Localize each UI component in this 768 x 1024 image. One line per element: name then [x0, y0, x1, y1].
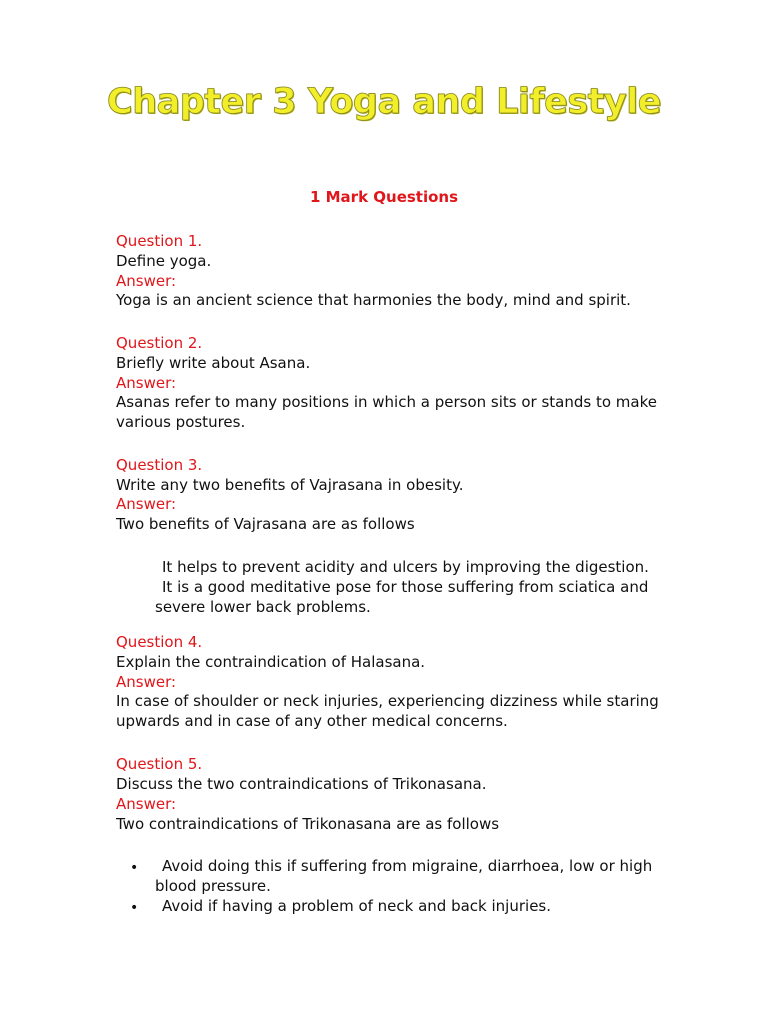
answer-2-text-line-2: various postures.	[116, 413, 246, 431]
question-2-label: Question 2.	[116, 334, 203, 352]
section-title: 1 Mark Questions	[309, 188, 459, 206]
answer-5-bullet-1-line-1: Avoid doing this if suffering from migraine, diarrhoea, low or high	[162, 857, 653, 875]
answer-4-text-line-2: upwards and in case of any other medical concerns.	[116, 712, 508, 730]
question-3-label: Question 3.	[116, 456, 203, 474]
answer-2-label: Answer:	[116, 374, 177, 392]
answer-3-text: Two benefits of Vajrasana are as follows	[116, 515, 415, 533]
question-3-text: Write any two benefits of Vajrasana in obesity.	[116, 476, 464, 494]
answer-4-text-line-1: In case of shoulder or neck injuries, experiencing dizziness while staring	[116, 692, 659, 710]
question-4-label: Question 4.	[116, 633, 203, 651]
question-5-label: Question 5.	[116, 755, 203, 773]
answer-1-text: Yoga is an ancient science that harmonies the body, mind and spirit.	[116, 291, 631, 309]
question-1-text: Define yoga.	[116, 252, 212, 270]
answer-4-label: Answer:	[116, 673, 177, 691]
chapter-title: Chapter 3 Yoga and Lifestyle	[107, 82, 661, 122]
answer-5-text: Two contraindications of Trikonasana are as follows	[116, 815, 500, 833]
question-2-text: Briefly write about Asana.	[116, 354, 311, 372]
question-1-label: Question 1.	[116, 232, 203, 250]
bullet-icon: •	[130, 900, 139, 916]
answer-3-point-1: It helps to prevent acidity and ulcers by improving the digestion.	[162, 558, 649, 576]
answer-5-bullet-2: Avoid if having a problem of neck and back injuries.	[162, 897, 552, 915]
answer-2-text-line-1: Asanas refer to many positions in which a person sits or stands to make	[116, 393, 657, 411]
question-5-text: Discuss the two contraindications of Trikonasana.	[116, 775, 487, 793]
answer-3-label: Answer:	[116, 495, 177, 513]
answer-1-label: Answer:	[116, 272, 177, 290]
bullet-icon: •	[130, 860, 139, 876]
answer-3-point-2-line-1: It is a good meditative pose for those suffering from sciatica and	[162, 578, 649, 596]
answer-3-point-2-line-2: severe lower back problems.	[155, 598, 371, 616]
answer-5-bullet-1-line-2: blood pressure.	[155, 877, 271, 895]
answer-5-label: Answer:	[116, 795, 177, 813]
question-4-text: Explain the contraindication of Halasana.	[116, 653, 426, 671]
